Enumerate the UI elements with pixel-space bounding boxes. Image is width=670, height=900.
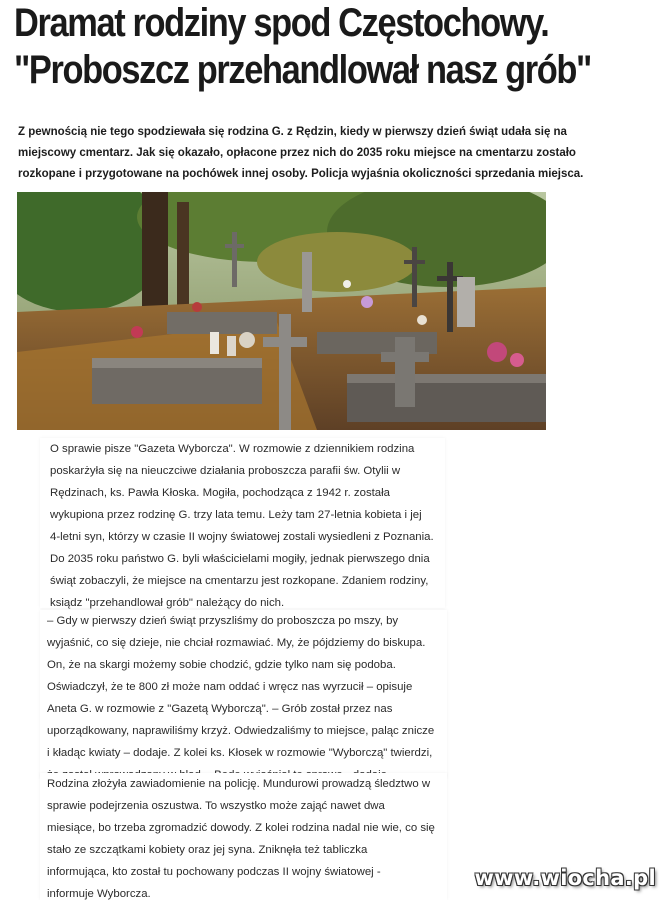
paragraph-line: wykupiona przez rodzinę G. trzy lata temu. Leży tam 27-letnia kobieta i jej <box>50 509 422 521</box>
lead-line: Z pewnością nie tego spodziewała się rodzina G. z Rędzin, kiedy w pierwszy dzień świąt udała się na <box>18 126 567 138</box>
paragraph-line: i kładąc kwiaty – dodaje. Z kolei ks. Kłosek w rozmowie "Wyborczą" twierdzi, <box>47 747 433 759</box>
headline-line-1: Dramat rodziny spod Częstochowy. <box>14 1 549 45</box>
cemetery-photo-illustration <box>17 192 546 430</box>
paragraph-line: ksiądz "przehandlował grób" należący do nich. <box>50 597 285 609</box>
paragraph-line: sprawie podejrzenia oszustwa. To wszystko może zająć nawet dwa <box>47 800 385 812</box>
paragraph-line: Rędzinach, ks. Pawła Kłoska. Mogiła, pochodząca z 1942 r. została <box>50 487 391 499</box>
watermark-logo: www.wiocha.pl <box>474 866 656 890</box>
paragraph-line: Oświadczył, że te 800 zł może nam oddać i wręcz nas wyrzucił – opisuje <box>47 681 413 693</box>
article-paragraph <box>47 610 447 786</box>
paragraph-block-3 <box>40 773 447 900</box>
headline-line-2: "Proboszcz przehandlował nasz grób" <box>14 48 591 92</box>
lead-line: rozkopane i przygotowane na pochówek innej osoby. Policja wyjaśnia okoliczności sprzedania miejsca. <box>18 168 584 180</box>
paragraph-block-2 <box>40 610 447 778</box>
paragraph-line: miesiące, bo trzeba zgromadzić dowody. Z kolei rodzina nadal nie wie, co się <box>47 822 435 834</box>
cemetery-photo <box>17 192 546 430</box>
paragraph-line: informuje Wyborcza. <box>47 888 151 900</box>
article-paragraph <box>47 773 447 900</box>
article-headline <box>14 0 591 94</box>
paragraph-line: informująca, kto został tu pochowany podczas II wojny światowej - <box>47 866 381 878</box>
paragraph-line: świąt zobaczyli, że miejsce na cmentarzu jest rozkopane. Zdaniem rodziny, <box>50 575 429 587</box>
lead-line: miejscowy cmentarz. Jak się okazało, opłacone przez nich do 2035 roku miejsce na cmentarzu zostało <box>18 147 576 159</box>
article-paragraph <box>50 438 445 614</box>
paragraph-line: On, że na skargi możemy sobie chodzić, gdzie tylko nam się podoba. <box>47 659 396 671</box>
paragraph-line: uporządkowany, naprawiliśmy krzyż. Odwiedzaliśmy to miejsce, paląc znicze <box>47 725 435 737</box>
paragraph-block-1 <box>40 438 445 608</box>
paragraph-line: Aneta G. w rozmowie z "Gazetą Wyborczą". – Grób został przez nas <box>47 703 393 715</box>
article-lead <box>18 122 584 185</box>
paragraph-line: Do 2035 roku państwo G. byli właścicielami mogiły, jednak pierwszego dnia <box>50 553 430 565</box>
paragraph-line: – Gdy w pierwszy dzień świąt przyszliśmy do proboszcza po mszy, by <box>47 615 399 627</box>
paragraph-line: stało ze szczątkami kobiety oraz jej syna. Zniknęła też tabliczka <box>47 844 368 856</box>
paragraph-line: 4-letni syn, którzy w czasie II wojny światowej zostali wysiedleni z Poznania. <box>50 531 434 543</box>
paragraph-line: Rodzina złożyła zawiadomienie na policję. Mundurowi prowadzą śledztwo w <box>47 778 431 790</box>
paragraph-line: poskarżyła się na nieuczciwe działania proboszcza parafii św. Otylii w <box>50 465 401 477</box>
paragraph-line: wyjaśnić, co się dzieje, nie chciał rozmawiać. My, że pójdziemy do biskupa. <box>47 637 426 649</box>
paragraph-line: O sprawie pisze "Gazeta Wyborcza". W rozmowie z dziennikiem rodzina <box>50 443 415 455</box>
